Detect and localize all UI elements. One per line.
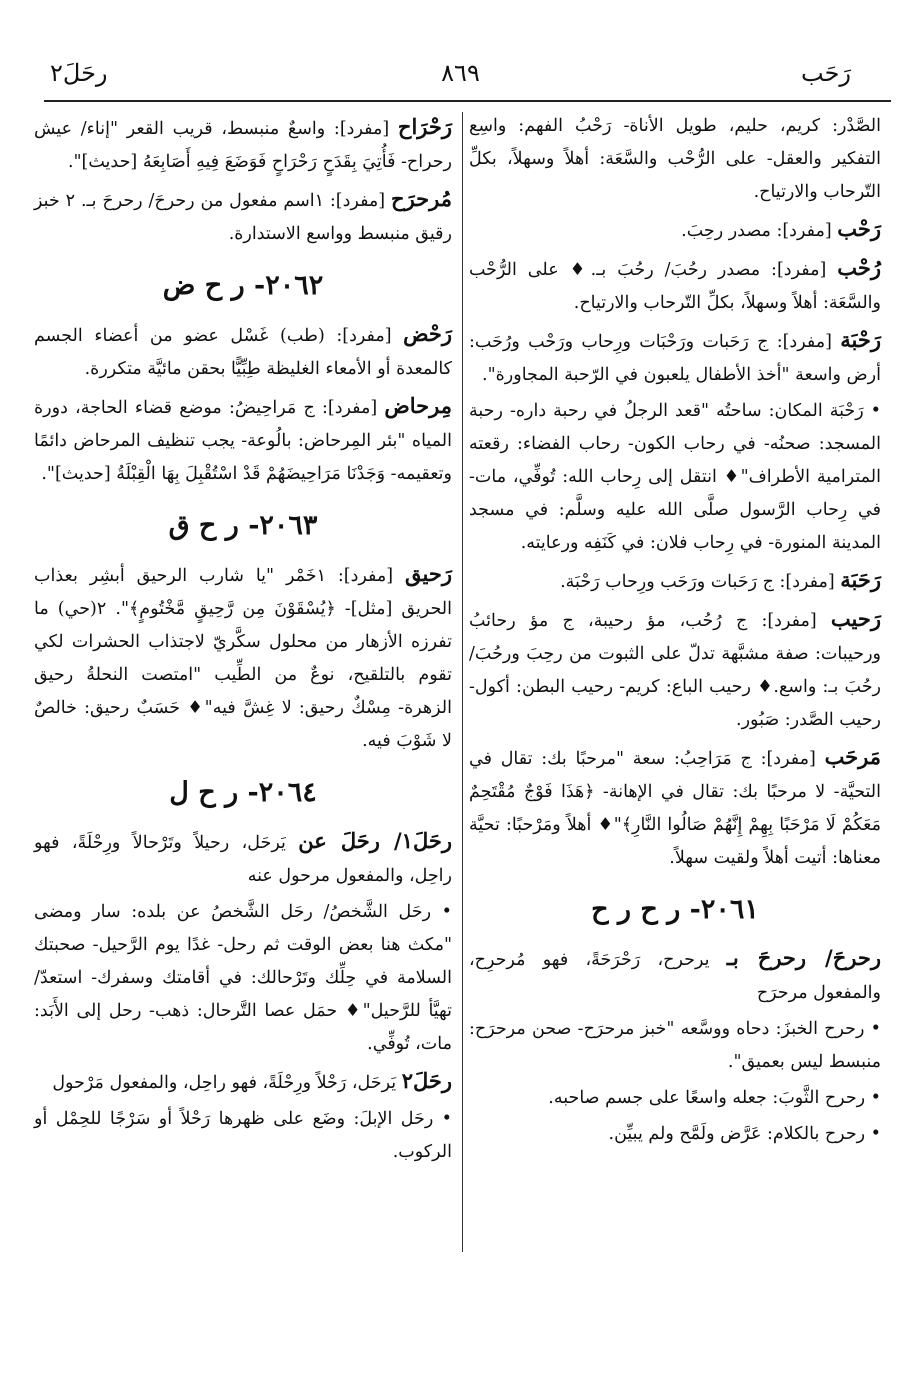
entry-headword: مُرحرَح xyxy=(391,186,452,211)
dictionary-entry xyxy=(469,1013,881,1079)
right-column xyxy=(469,110,881,1154)
root-heading: ٢٠٦١- ر ح ر ح xyxy=(591,894,759,925)
dictionary-entry xyxy=(469,251,881,320)
entry-headword: رَحيب xyxy=(830,606,881,631)
entry-headword: رَحْض xyxy=(403,321,452,346)
entry-headword: رحرحَ/ رحرحَ بـ xyxy=(726,945,881,970)
page-number: ٨٦٩ xyxy=(441,59,480,87)
entry-headword: مَرحَب xyxy=(824,744,881,769)
dictionary-entry xyxy=(34,389,452,491)
left-column xyxy=(34,110,452,1172)
entry-definition: • رَحْبَة المكان: ساحتُه "قعد الرجلُ في رحبة داره- رحبة المسجد: صحنُه- في رحاب الكون- رحاب الفضاء: رقعته المترامية الأطراف"♦ انتقل إلى رِحاب الله: تُوفِّي، مات- في رِحاب الرَّسول صلَّى الله عليه وسلَّم: في مسجد المدينة المنورة- في رِحاب فلان: في كَنَفِه ورعايته. xyxy=(469,401,881,553)
entry-headword: مِرحاض xyxy=(384,393,452,418)
entry-definition: • رحَل الشَّخصُ/ رحَل الشَّخصُ عن بلده: سار ومضى "مكث هنا بعض الوقت ثم رحل- غدًا يوم الرَّحيل- صحبتك السلامة في حِلِّك وتَرْحالك: في أقامتك وسفرك- استعدّ/ تهيَّأ للرَّحيل"♦ حمَل عصا التَّرحال: ذهب- رحل إلى الأَبَد: مات، تُوفِّي. xyxy=(34,902,452,1054)
entry-headword: رَحَبَة xyxy=(840,567,881,592)
entry-definition: [مفرد]: ج رُحُب، مؤ رحيبة، ج مؤ رحائبُ ورحيبات: صفة مشبَّهة تدلّ على الثبوت من رحِبَ ورحُبَ/ رحُبَ بـ: واسع.♦ رحيب الباع: كريم- رحيب البطن: أكول- رحيب الصَّدر: صَبُور. xyxy=(469,611,881,730)
dictionary-entry xyxy=(469,395,881,560)
entry-definition: • رحرح الخبزَ: دحاه ووسَّعه "خبز مرحرَح- صحن مرحرَح: منبسط ليس بعميق". xyxy=(469,1019,881,1072)
dictionary-entry xyxy=(469,602,881,737)
dictionary-entry xyxy=(469,110,881,209)
entry-definition: يرحرح، رَحْرَحَةً، فهو مُرحرِح، والمفعول مرحرَح xyxy=(469,950,881,1003)
entry-headword: رُحْب xyxy=(837,255,881,280)
root-heading: ٢٠٦٢- ر ح ض xyxy=(162,270,324,301)
entry-definition: [مفرد]: ج رَحَبات ورَحْبَات ورِحاب ورَحْب ورُحَب: أرض واسعة "أخذ الأطفال يلعبون في الرّحبة المجاورة". xyxy=(469,332,881,385)
entry-definition: [مفرد]: مصدر رحِبَ. xyxy=(681,221,838,241)
dictionary-entry xyxy=(34,557,452,758)
column-divider xyxy=(462,112,463,1252)
entry-definition: [مفرد]: ج رَحَبات ورَحَب ورِحاب رَحْبَة. xyxy=(560,572,841,592)
header-running-word: رَحَب xyxy=(801,59,851,87)
header-rule xyxy=(44,100,891,102)
entry-definition: [مفرد]: ١خَمْر "يا شارب الرحيق أبشِر بعذاب الحريق [مثل]- ﴿يُسْقَوْنَ مِن رَّحِيقٍ مَّخْتُومٍ﴾". ٢(حي) ما تفرزه الأزهار من محلول سكَّريّ لاجتذاب الحشرات لكي تقوم بالتلقيح، نوعٌ من الطِّيب "امتصت النحلةُ رحيق الزهرة- مِسْكٌ رحيق: لا غِشَّ فيه"♦ حَسَبٌ رحيق: خالصٌ لا شَوْبَ فيه. xyxy=(34,566,452,751)
dictionary-entry xyxy=(469,1082,881,1115)
entry-definition: • رحرح بالكلام: عَرَّض ولَمَّح ولم يبيِّن. xyxy=(608,1124,881,1144)
entry-definition: يَرحَل، رحيلاً وتَرْحالاً ورِحْلَةً، فهو راحِل، والمفعول مرحول عنه xyxy=(34,833,452,886)
entry-definition: الصَّدْر: كريم، حليم، طويل الأناة- رَحْبُ الفهم: واسِع التفكير والعقل- على الرُّحْب والسَّعَة: أهلاً وسهلاً، بكلِّ التّرحاب والارتياح. xyxy=(469,116,881,202)
entry-headword: رَحْبَة xyxy=(840,327,881,352)
dictionary-entry xyxy=(469,740,881,875)
entry-headword: رحَلَ٢ xyxy=(401,1068,452,1093)
entry-definition: [مفرد]: ١اسم مفعول من رحرحَ/ رحرحَ بـ. ٢ خبز رقيق منبسط وواسع الاستدارة. xyxy=(34,191,452,244)
entry-definition: • رحرح الثَّوبَ: جعله واسعًا على جسم صاحبه. xyxy=(548,1088,881,1108)
entry-definition: • رحَل الإبلَ: وضَع على ظهرها رَحْلاً أو سَرْجًا للحِمْل أو الركوب. xyxy=(34,1109,452,1162)
dictionary-entry xyxy=(469,1118,881,1151)
dictionary-entry xyxy=(34,1064,452,1100)
dictionary-entry xyxy=(34,824,452,893)
entry-headword: رَحْرَاح xyxy=(397,114,452,139)
dictionary-entry xyxy=(469,212,881,248)
entry-headword: رحَلَ١/ رحَلَ عن xyxy=(298,828,452,853)
dictionary-entry xyxy=(34,896,452,1061)
root-heading: ٢٠٦٤- ر ح ل xyxy=(169,777,317,808)
entry-definition: [مفرد]: ج مَراحِيضُ: موضع قضاء الحاجة، دورة المياه "بئر المِرحاض: بالُوعة- يجب تنظيف المرحاض دائمًا وتعقيمه- وَجَدْنَا مَرَاحِيضَهُمْ قَدْ اسْتُقْبِلَ بِهَا الْقِبْلَةُ [حديث]". xyxy=(34,398,452,484)
root-heading: ٢٠٦٣- ر ح ق xyxy=(168,510,318,541)
dictionary-entry xyxy=(469,323,881,392)
entry-headword: رَحْب xyxy=(837,216,881,241)
header-running-word-left: رحَلَ٢ xyxy=(50,59,108,87)
entry-definition: يَرحَل، رَحْلاً ورِحْلَةً، فهو راحِل، والمفعول مَرْحول xyxy=(52,1073,402,1093)
dictionary-entry xyxy=(34,317,452,386)
dictionary-entry xyxy=(34,110,452,179)
dictionary-entry xyxy=(34,1103,452,1169)
entry-headword: رَحيق xyxy=(405,561,452,586)
entry-definition: [مفرد]: مصدر رحُبَ/ رحُبَ بـ.♦ على الرُّحْب والسَّعَة: أهلاً وسهلاً، بكلِّ التّرحاب والارتياح. xyxy=(469,260,881,313)
dictionary-entry xyxy=(469,941,881,1010)
entry-definition: [مفرد]: (طب) غَسْل عضو من أعضاء الجسم كالمعدة أو الأمعاء الغليظة طِبِّيًّا بحقن مائيَّة متكررة. xyxy=(34,326,452,379)
dictionary-entry xyxy=(469,563,881,599)
entry-definition: [مفرد]: واسعٌ منبسط، قريب القعر "إناء/ عيش رحراح- فَأُتِيَ بِقَدَحٍ رَحْرَاحٍ فَوَضَعَ فِيهِ أَصَابِعَهُ [حديث]". xyxy=(34,119,452,172)
dictionary-entry xyxy=(34,182,452,251)
entry-definition: [مفرد]: ج مَرَاحِبُ: سعة "مرحبًا بك: تقال في التحيَّة- لا مرحبًا بك: تقال في الإهانة- ﴿هَذَا فَوْجٌ مُقْتَحِمٌ مَعَكُمْ لَا مَرْحَبًا بِهِمْ إِنَّهُمْ صَالُوا النَّارِ﴾"♦ أهلاً ومَرْحبًا: تحيَّة معناها: أتيت أهلاً ولقيت سهلاً. xyxy=(469,749,881,868)
